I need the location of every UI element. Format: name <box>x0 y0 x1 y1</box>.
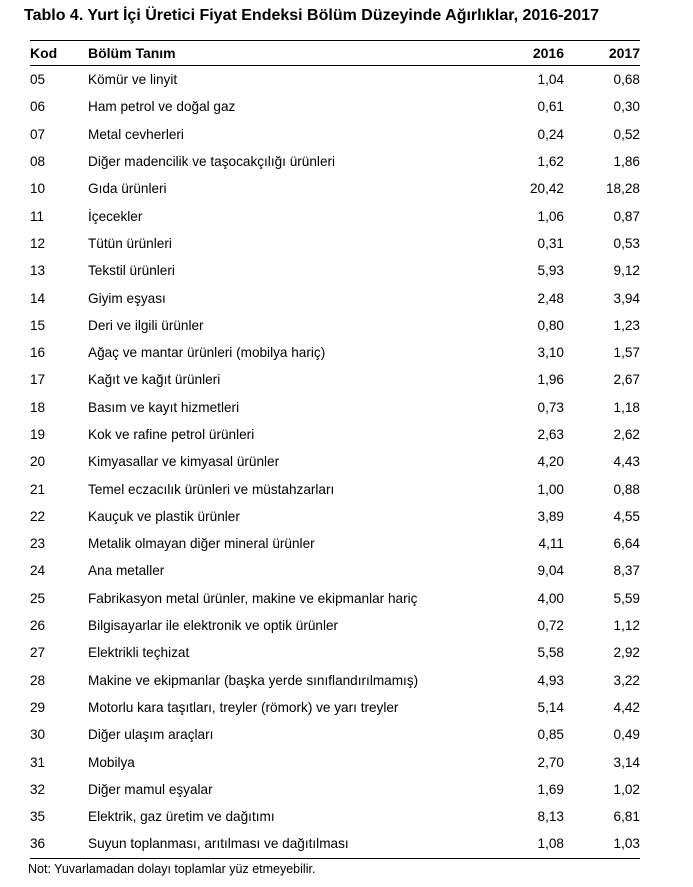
cell-2017: 1,18 <box>613 399 640 415</box>
cell-2016: 0,24 <box>537 126 564 142</box>
cell-2016: 0,80 <box>537 317 564 333</box>
table-row <box>30 284 640 311</box>
table-row <box>30 312 640 339</box>
cell-bolum-tanim: Bilgisayarlar ile elektronik ve optik ürünler <box>88 618 339 634</box>
cell-kod: 28 <box>30 672 46 688</box>
cell-2016: 0,85 <box>537 727 564 743</box>
cell-kod: 15 <box>30 317 46 333</box>
cell-2017: 6,81 <box>613 809 640 825</box>
cell-2016: 8,13 <box>537 809 564 825</box>
table-row <box>30 721 640 748</box>
cell-bolum-tanim: Kok ve rafine petrol ürünleri <box>88 427 255 442</box>
table-row <box>30 830 640 858</box>
cell-bolum-tanim: İçecekler <box>88 208 143 224</box>
cell-2017: 0,68 <box>613 72 640 88</box>
table-row <box>30 121 640 148</box>
cell-2016: 1,06 <box>537 208 564 224</box>
cell-kod: 17 <box>30 372 46 388</box>
cell-2017: 9,12 <box>613 263 640 279</box>
cell-2016: 3,89 <box>537 508 564 524</box>
cell-2016: 20,42 <box>529 181 564 197</box>
cell-kod: 24 <box>30 563 46 579</box>
table-row <box>30 175 640 202</box>
cell-2017: 4,55 <box>613 508 640 524</box>
cell-kod: 29 <box>30 699 46 715</box>
table-row <box>30 475 640 502</box>
table-body <box>30 66 640 859</box>
table-row <box>30 202 640 229</box>
cell-bolum-tanim: Elektrik, gaz üretim ve dağıtımı <box>88 809 275 825</box>
cell-kod: 10 <box>30 181 46 197</box>
table-row <box>30 557 640 584</box>
header-2017: 2017 <box>568 41 640 66</box>
cell-bolum-tanim: Kimyasallar ve kimyasal ürünler <box>88 454 280 470</box>
cell-bolum-tanim: Fabrikasyon metal ürünler, makine ve ekipmanlar hariç <box>88 590 418 606</box>
cell-kod: 26 <box>30 618 46 634</box>
cell-2016: 1,96 <box>537 372 564 388</box>
cell-bolum-tanim: Basım ve kayıt hizmetleri <box>88 399 240 415</box>
cell-2017: 2,92 <box>613 645 640 661</box>
header-row <box>30 41 640 66</box>
cell-bolum-tanim: Kauçuk ve plastik ürünler <box>88 508 240 524</box>
cell-kod: 20 <box>30 454 46 470</box>
cell-kod: 13 <box>30 263 46 279</box>
cell-kod: 21 <box>30 481 46 497</box>
cell-kod: 22 <box>30 508 46 524</box>
cell-bolum-tanim: Metal cevherleri <box>88 126 184 142</box>
cell-2016: 5,14 <box>537 699 564 715</box>
cell-2016: 4,93 <box>537 672 564 688</box>
header-bolum-tanim: Bölüm Tanım <box>88 41 488 66</box>
cell-kod: 18 <box>30 399 46 415</box>
cell-bolum-tanim: Diğer mamul eşyalar <box>88 781 213 797</box>
cell-bolum-tanim: Ağaç ve mantar ürünleri (mobilya hariç) <box>88 345 326 361</box>
cell-2017: 1,03 <box>568 830 640 858</box>
footnote: Not: Yuvarlamadan dolayı toplamlar yüz etmeyebilir. <box>28 861 316 876</box>
cell-2016: 0,61 <box>537 99 564 115</box>
cell-2016: 1,08 <box>488 830 568 858</box>
table-row <box>30 530 640 557</box>
table-row <box>30 694 640 721</box>
cell-bolum-tanim: Tütün ürünleri <box>88 235 172 251</box>
cell-kod: 32 <box>30 781 46 797</box>
cell-2017: 3,14 <box>613 754 640 770</box>
cell-2017: 0,30 <box>613 99 640 115</box>
table-title: Tablo 4. Yurt İçi Üretici Fiyat Endeksi Bölüm Düzeyinde Ağırlıklar, 2016-2017 <box>24 7 600 24</box>
cell-2016: 1,04 <box>537 72 564 88</box>
cell-2016: 4,11 <box>538 536 564 552</box>
cell-kod: 23 <box>30 536 46 552</box>
cell-bolum-tanim: Kağıt ve kağıt ürünleri <box>88 372 221 388</box>
table-row <box>30 503 640 530</box>
table-row <box>30 803 640 830</box>
cell-2017: 2,67 <box>613 372 640 388</box>
table-row <box>30 748 640 775</box>
cell-kod: 07 <box>30 126 46 142</box>
cell-2016: 3,10 <box>537 345 564 361</box>
cell-bolum-tanim: Gıda ürünleri <box>88 181 167 197</box>
table-row <box>30 366 640 393</box>
cell-kod: 31 <box>30 754 46 770</box>
cell-bolum-tanim: Temel eczacılık ürünleri ve müstahzarları <box>88 481 335 497</box>
cell-2017: 2,62 <box>613 427 640 442</box>
table-row <box>30 339 640 366</box>
cell-kod: 35 <box>30 809 46 825</box>
cell-kod: 08 <box>30 154 46 170</box>
cell-2016: 5,58 <box>537 645 564 661</box>
cell-2017: 3,94 <box>613 290 640 306</box>
table-row <box>30 421 640 448</box>
cell-bolum-tanim: Ana metaller <box>88 563 165 579</box>
cell-bolum-tanim: Diğer madencilik ve taşocakçılığı ürünleri <box>88 154 336 170</box>
cell-2016: 1,62 <box>537 154 564 170</box>
cell-2016: 5,93 <box>537 263 564 279</box>
table-row <box>30 448 640 475</box>
cell-bolum-tanim: Ham petrol ve doğal gaz <box>88 99 236 115</box>
cell-2017: 1,23 <box>613 317 640 333</box>
cell-2016: 1,69 <box>537 781 564 797</box>
table-row <box>30 148 640 175</box>
cell-2016: 0,73 <box>537 399 564 415</box>
table-row <box>30 66 640 94</box>
cell-2017: 4,42 <box>613 699 640 715</box>
cell-2016: 2,48 <box>537 290 564 306</box>
table-row <box>30 776 640 803</box>
cell-bolum-tanim: Metalik olmayan diğer mineral ürünler <box>88 536 315 552</box>
cell-kod: 25 <box>30 590 46 606</box>
cell-kod: 14 <box>30 290 46 306</box>
cell-2017: 4,43 <box>613 454 640 470</box>
cell-2017: 8,37 <box>613 563 640 579</box>
table-header <box>30 41 640 66</box>
cell-2016: 4,20 <box>537 454 564 470</box>
cell-2016: 4,00 <box>537 590 564 606</box>
cell-kod: 36 <box>30 830 88 858</box>
cell-2016: 0,31 <box>537 235 564 251</box>
cell-bolum-tanim: Kömür ve linyit <box>88 72 178 88</box>
cell-bolum-tanim: Elektrikli teçhizat <box>88 645 190 661</box>
cell-kod: 27 <box>30 645 46 661</box>
cell-bolum-tanim: Makine ve ekipmanlar (başka yerde sınıflandırılmamış) <box>88 672 419 688</box>
cell-2017: 0,49 <box>613 727 640 743</box>
cell-2017: 0,53 <box>613 235 640 251</box>
cell-kod: 11 <box>30 208 45 224</box>
cell-2017: 1,12 <box>613 618 640 634</box>
cell-bolum-tanim: Diğer ulaşım araçları <box>88 727 214 743</box>
cell-2017: 0,88 <box>613 481 640 497</box>
cell-2017: 3,22 <box>613 672 640 688</box>
cell-kod: 12 <box>30 235 46 251</box>
table-row <box>30 639 640 666</box>
cell-2017: 1,02 <box>613 781 640 797</box>
table-row <box>30 667 640 694</box>
cell-2016: 0,72 <box>537 618 564 634</box>
header-2016: 2016 <box>488 41 568 66</box>
table-row <box>30 230 640 257</box>
cell-bolum-tanim: Mobilya <box>88 754 135 770</box>
cell-2016: 2,63 <box>537 427 564 442</box>
cell-2016: 1,00 <box>537 481 564 497</box>
cell-kod: 06 <box>30 99 46 115</box>
cell-kod: 16 <box>30 345 46 361</box>
cell-2017: 6,64 <box>613 536 640 552</box>
cell-bolum-tanim: Motorlu kara taşıtları, treyler (römork) ve yarı treyler <box>88 699 399 715</box>
cell-bolum-tanim: Deri ve ilgili ürünler <box>88 317 204 333</box>
cell-2017: 0,52 <box>613 126 640 142</box>
table-row <box>30 394 640 421</box>
cell-kod: 30 <box>30 727 46 743</box>
cell-2016: 2,70 <box>537 754 564 770</box>
table-row <box>30 612 640 639</box>
table-row <box>30 585 640 612</box>
cell-kod: 19 <box>30 427 46 442</box>
table-row <box>30 257 640 284</box>
cell-2017: 1,57 <box>613 345 640 361</box>
cell-2017: 5,59 <box>613 590 640 606</box>
cell-kod: 05 <box>30 72 46 88</box>
cell-2016: 9,04 <box>537 563 564 579</box>
weights-table <box>30 40 640 859</box>
cell-2017: 18,28 <box>605 181 640 197</box>
cell-bolum-tanim: Tekstil ürünleri <box>88 263 175 279</box>
cell-bolum-tanim: Suyun toplanması, arıtılması ve dağıtılması <box>88 830 488 858</box>
cell-2017: 0,87 <box>613 208 640 224</box>
cell-2017: 1,86 <box>613 154 640 170</box>
header-kod: Kod <box>30 41 88 66</box>
table-row <box>30 93 640 120</box>
cell-bolum-tanim: Giyim eşyası <box>88 290 166 306</box>
